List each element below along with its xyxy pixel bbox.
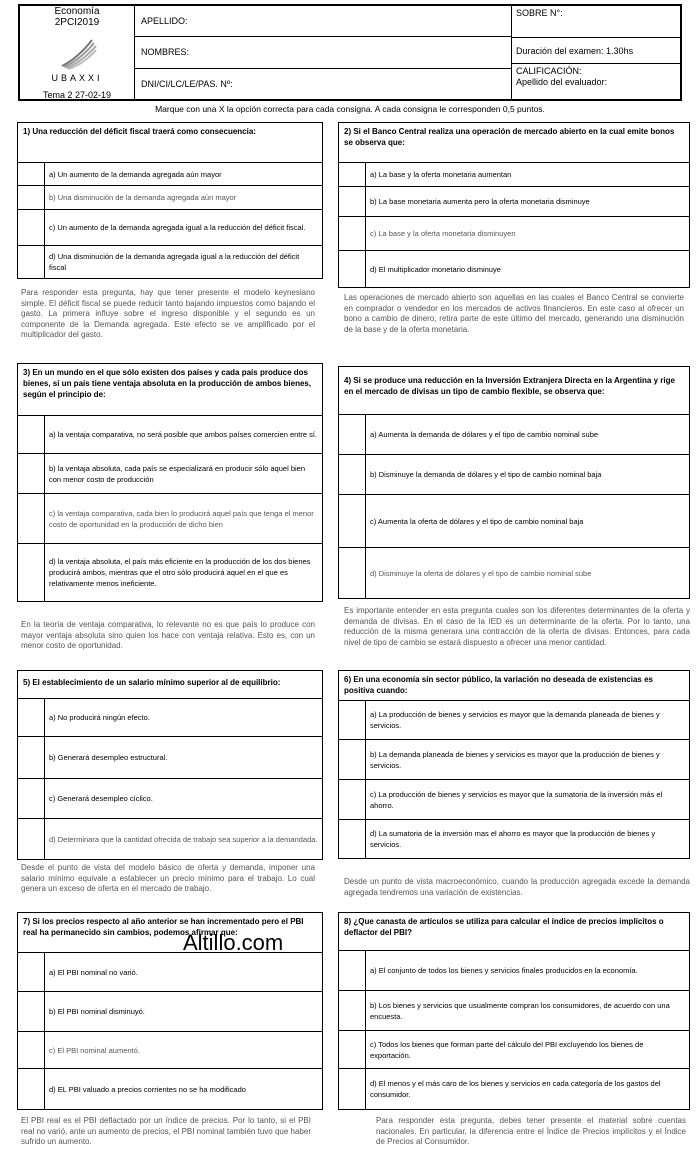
answer-checkbox[interactable] [339,740,366,779]
option-row [339,1031,689,1069]
option-row [18,819,322,859]
answer-checkbox[interactable] [339,1069,366,1109]
student-fields [135,6,512,99]
option-row [18,779,322,819]
answer-checkbox[interactable] [18,1032,45,1068]
explanation-6: Desde un punto de vista macroeconómico, cuando la producción agregada excede la demanda agregada tendremos una variación de existencias. [344,877,690,897]
question-3 [17,363,323,602]
exam-header [18,4,682,101]
option-text: c) El PBI nominal aumentó. [49,1045,140,1055]
option-row [18,1069,322,1109]
option-text: c) Un aumento de la demanda agregada igual a la reducción del déficit fiscal. [49,223,306,232]
explanation-3: En la teoría de ventaja comparativa, lo relevante no es que país lo produce con mayor ventaja absoluta sino quien los hace con ventaja relativa. Esto es, con un menor costo de oportunidad. [21,620,315,650]
option-text: b) Disminuye la demanda de dólares y el tipo de cambio nominal baja [370,470,602,479]
question-5 [17,670,323,860]
answer-checkbox[interactable] [339,187,366,216]
question-title: 8) ¿Que canasta de artículos se utiliza para calcular el índice de precios implícitos o deflactor del PBI? [339,913,689,951]
option-text: a) La producción de bienes y servicios es mayor que la demanda planeada de bienes y servicios. [370,710,660,730]
answer-checkbox[interactable] [18,186,45,209]
explanation-7: El PBI real es el PBI deflactado por un índice de precios. Por lo tanto, si el PBI real no varió, ante un aumento de precios, el PBI nominal también tuvo que haber sufrido un aumento. [21,1116,311,1146]
answer-checkbox[interactable] [18,454,45,493]
answer-checkbox[interactable] [339,455,366,494]
answer-checkbox[interactable] [339,548,366,598]
option-text: d) El menos y el más caro de los bienes y servicios en cada categoría de los gastos del consumidor. [370,1079,661,1099]
answer-checkbox[interactable] [18,210,45,245]
option-text: a) El PBI nominal no varió. [49,967,138,977]
option-row [339,780,689,820]
option-text: c) Aumenta la oferta de dólares y el tipo de cambio nominal baja [370,516,584,526]
option-text: a) la ventaja comparativa, no será posible que ambos países comercien entre sí. [49,430,318,439]
question-title: 6) En una economía sin sector público, la variación no deseada de existencias es positiva cuando: [339,671,689,701]
sobre-field: SOBRE N°: [512,6,680,38]
option-text: d) La sumatoria de la inversión mas el ahorro es mayor que la producción de bienes y servicios. [370,829,656,849]
option-text: c) la ventaja comparativa, cada bien lo producirá aquel país que tenga el menor costo de oportunidad en la producción de dicho bien [49,508,314,529]
option-row [339,740,689,780]
option-text: b) La base monetaria aumenta pero la oferta monetaria disminuye [370,197,590,206]
instructions: Marque con una X la opción correcta para cada consigna. A cada consigna le corresponden 0,5 puntos. [155,104,545,114]
answer-checkbox[interactable] [339,217,366,250]
question-6 [338,670,690,859]
exam-info [512,6,680,99]
answer-checkbox[interactable] [339,820,366,858]
explanation-1: Para responder esta pregunta, hay que tener presente el modelo keynesiano simple. El déficit fiscal se puede reducir tanto bajando impuestos como bajando el gasto. La primera influye sobre el ingreso disponible y el segundo es un componente de la Demanda agregada. Este efecto se ve amplificado por el multiplicador del gasto. [21,288,315,339]
answer-checkbox[interactable] [18,819,45,859]
option-row [18,953,322,992]
question-2 [338,122,690,288]
answer-checkbox[interactable] [18,737,45,778]
answer-checkbox[interactable] [18,1069,45,1109]
option-row [18,494,322,544]
answer-checkbox[interactable] [339,951,366,990]
option-row [339,820,689,858]
option-text: c) Generará desempleo cíclico. [49,794,153,803]
option-text: d) Una disminución de la demanda agregada igual a la reducción del déficit fiscal [49,252,300,272]
option-text: b) Generará desempleo estructural. [49,753,168,762]
question-4 [338,366,690,599]
option-row [339,251,689,287]
answer-checkbox[interactable] [339,991,366,1030]
option-text: b) Una disminución de la demanda agregada aún mayor [49,193,237,202]
option-row [18,186,322,210]
header-logo-block [20,6,135,99]
option-row [339,548,689,598]
option-row [339,495,689,548]
answer-checkbox[interactable] [339,163,366,186]
option-row [339,701,689,740]
option-text: d) EL PBI valuado a precios corrientes no se ha modificado [49,1084,246,1094]
question-title: 3) En un mundo en el que sólo existen dos países y cada país produce dos bienes, si un país tiene ventaja absoluta en la producción de ambos bienes, según el principio de: [18,364,322,416]
option-text: a) No producirá ningún efecto. [49,713,150,722]
option-row [18,992,322,1032]
option-text: a) La base y la oferta monetaria aumentan [370,170,512,179]
option-text: c) La base y la oferta monetaria disminuyen [370,229,516,238]
option-row [339,187,689,217]
apellido-field: APELLIDO: [135,6,511,37]
answer-checkbox[interactable] [339,495,366,547]
option-text: a) Aumenta la demanda de dólares y el tipo de cambio nominal sube [370,430,599,439]
dni-field: DNI/CI/LC/LE/PAS. Nº: [141,78,233,89]
option-text: c) Todos los bienes que forman parte del cálculo del PBI excluyendo los bienes de exportación. [370,1039,644,1060]
answer-checkbox[interactable] [339,251,366,287]
answer-checkbox[interactable] [339,415,366,454]
option-text: b) Los bienes y servicios que usualmente compran los consumidores, de acuerdo con una encuesta. [370,1000,670,1021]
answer-checkbox[interactable] [18,163,45,185]
option-row [18,699,322,737]
option-row [18,246,322,278]
evaluator-label: Apellido del evaluador: [516,77,608,87]
grade-field [512,64,680,99]
option-row [18,544,322,601]
explanation-5: Desde el punto de vista del modelo básico de oferta y demanda, imponer una salario mínimo equivale a establecer un precio mínimo para el trabajo. Lo cual genera un exceso de oferta en el mercado de trabajo. [21,863,315,893]
grade-label: CALIFICACIÓN: [516,66,582,76]
answer-checkbox[interactable] [339,701,366,739]
option-row [339,951,689,991]
explanation-2: Las operaciones de mercado abierto son aquellas en las cuales el Banco Central se convierte en comprador o vendedor en los mercados de activos financieros. En este caso al ofrecer un bono a cambio de dinero, retira parte de este último del mercado, generando una disminución de la base y de la oferta monetaria. [344,293,684,334]
question-1 [17,122,323,279]
answer-checkbox[interactable] [18,246,45,278]
option-row [339,163,689,187]
option-row [18,416,322,454]
explanation-8: Para responder esta pregunta, debes tener presente el material sobre cuentas nacionales. En particular, la diferencia entre el Índice de Precios implícitos y el Índice de Precios al Consumidor. [376,1116,686,1146]
explanation-4: Es importante entender en esta pregunta cuales son los diferentes determinantes de la oferta y demanda de divisas. En el caso de la IED es un determinante de la oferta. Por lo tanto, una reducción de la misma generara una contracción de la oferta de divisas. Entonces, para cada nivel de tipo de cambio se estará dispuesto a ofrecer una menor cantidad. [344,606,690,647]
option-text: d) El multiplicador monetario disminuye [370,264,501,274]
option-text: b) El PBI nominal disminuyó. [49,1007,145,1016]
question-title: 4) Si se produce una reducción en la Inversión Extranjera Directa en la Argentina y rige en el mercado de divisas un tipo de cambio flexible, se observa que: [339,367,689,415]
answer-checkbox[interactable] [18,494,45,543]
option-row [339,415,689,455]
option-text: a) Un aumento de la demanda agregada aún mayor [49,169,222,179]
exam-code: 2PCI2019 [54,17,100,28]
tema-date: Tema 2 27-02-19 [42,90,112,100]
option-text: d) la ventaja absoluta, el país más eficiente en la producción de los dos bienes producirá ambos, mientras que el otro sólo producirá aquel en el que es relativamente menos ineficiente. [49,557,311,588]
option-row [18,454,322,494]
question-title: 7) Si los precios respecto al año anterior se han incrementado pero el PBI real ha permanecido sin cambios, podemos afirmar que: [18,913,322,953]
option-row [339,1069,689,1109]
option-row [18,737,322,779]
answer-checkbox[interactable] [18,953,45,991]
question-8 [338,912,690,1110]
ubaxxi-logo-icon [58,36,98,70]
watermark: Altillo.com [183,930,284,955]
brand-label: UBAXXI [51,73,103,83]
option-row [18,210,322,246]
option-text: a) El conjunto de todos los bienes y servicios finales producidos en la economía. [370,966,638,975]
answer-checkbox[interactable] [339,1031,366,1068]
question-title: 1) Una reducción del déficit fiscal traerá como consecuencia: [18,123,322,163]
answer-checkbox[interactable] [18,699,45,736]
subject-label: Economía [54,6,100,17]
question-title: 5) El establecimiento de un salario mínimo superior al de equilibrio: [18,671,322,699]
answer-checkbox[interactable] [18,544,45,601]
option-row [339,217,689,251]
option-text: c) La producción de bienes y servicios es mayor que la sumatoria de la inversión más el ahorro. [370,789,663,810]
answer-checkbox[interactable] [339,780,366,819]
nombres-field: NOMBRES: [135,37,511,68]
answer-checkbox[interactable] [18,779,45,818]
option-text: b) la ventaja absoluta, cada país se especializará en producir sólo aquel bien con menor costo de producción [49,463,305,484]
answer-checkbox[interactable] [18,992,45,1031]
answer-checkbox[interactable] [18,416,45,453]
option-row [339,455,689,495]
option-row [18,163,322,186]
question-title: 2) Si el Banco Central realiza una operación de mercado abierto en la cual emite bonos se observa que: [339,123,689,163]
option-text: d) Determinara que la cantidad ofrecida de trabajo sea superior a la demandada. [49,834,318,844]
option-text: d) Disminuye la oferta de dólares y el tipo de cambio nominal sube [370,568,592,578]
option-text: b) La demanda planeada de bienes y servicios es mayor que la producción de bienes y servicios. [370,749,660,770]
option-row [339,991,689,1031]
option-row [18,1032,322,1069]
duration-field: Duración del examen: 1.30hs [512,38,680,64]
